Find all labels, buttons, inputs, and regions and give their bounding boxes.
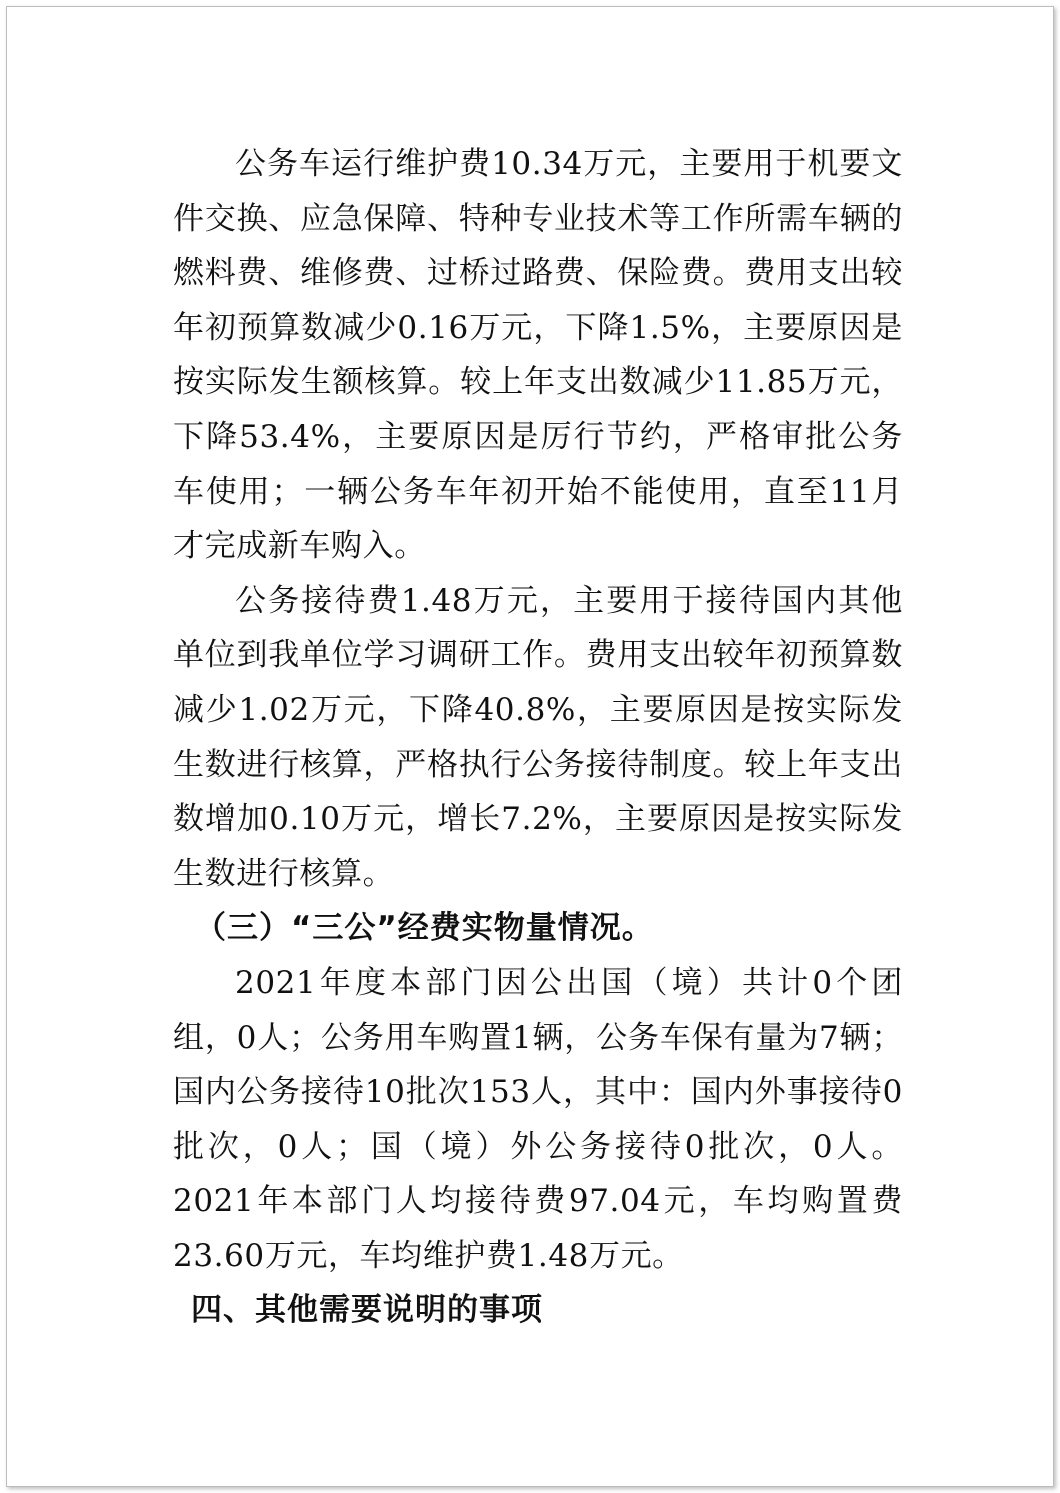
document-page <box>6 6 1054 1487</box>
paragraph-vehicle-maintenance: 公务车运行维护费10.34万元，主要用于机要文件交换、应急保障、特种专业技术等工作所需车辆的燃料费、维修费、过桥过路费、保险费。费用支出较年初预算数减少0.16万元，下降1.5%，主要原因是按实际发生额核算。较上年支出数减少11.85万元，下降53.4%，主要原因是厉行节约，严格审批公务车使用；一辆公务车年初开始不能使用，直至11月才完成新车购入。 <box>173 146 903 565</box>
paragraph-reception: 公务接待费1.48万元，主要用于接待国内其他单位到我单位学习调研工作。费用支出较年初预算数减少1.02万元，下降40.8%，主要原因是按实际发生数进行核算，严格执行公务接待制度。较上年支出数增加0.10万元，增长7.2%，主要原因是按实际发生数进行核算。 <box>173 582 903 892</box>
document-body <box>173 137 903 1338</box>
subheading-physical-quantity: （三）“三公”经费实物量情况。 <box>195 910 654 947</box>
section-heading-other-matters: 四、其他需要说明的事项 <box>191 1292 543 1329</box>
paragraph-physical-quantity: 2021年度本部门因公出国（境）共计0个团组，0人；公务用车购置1辆，公务车保有量为7辆；国内公务接待10批次153人，其中：国内外事接待0批次，0人；国（境）外公务接待0批次，0人。2021年本部门人均接待费97.04元，车均购置费23.60万元，车均维护费1.48万元。 <box>173 964 903 1274</box>
